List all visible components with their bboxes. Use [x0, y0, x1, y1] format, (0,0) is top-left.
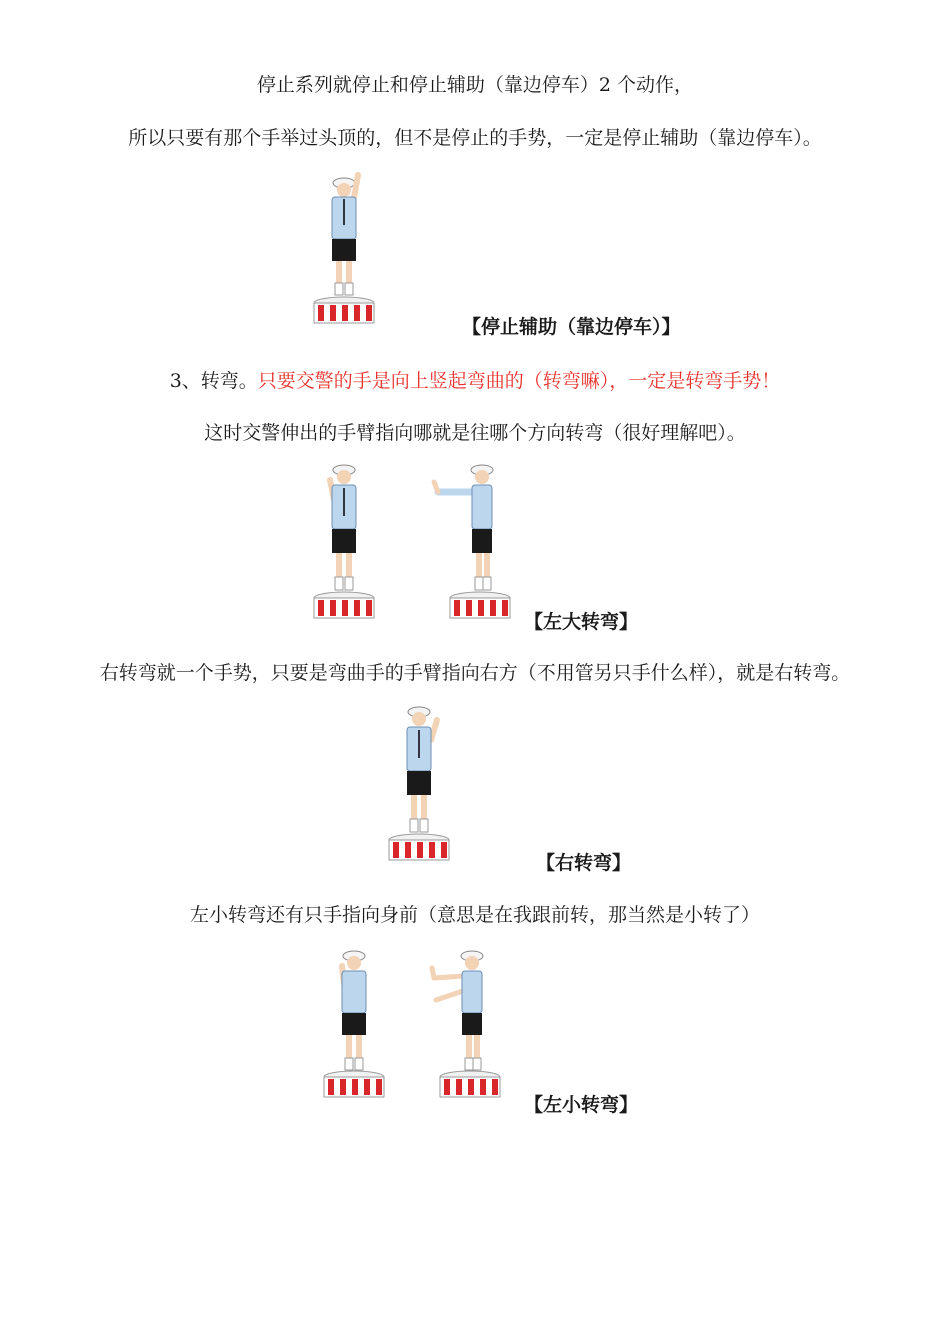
caption-left-big-turn: 【左大转弯】: [524, 611, 639, 633]
turn-explain: 这时交警伸出的手臂指向哪就是往哪个方向转弯（很好理解吧）。: [204, 422, 746, 444]
caption-right-turn: 【右转弯】: [536, 852, 632, 874]
figure-left-big-turn-front: [300, 458, 390, 628]
stop-line-1: 停止系列就停止和停止辅助（靠边停车）2 个动作，: [256, 74, 694, 96]
figure-left-small-turn-front: [308, 946, 398, 1106]
figure-left-small-turn-side: [422, 946, 512, 1106]
turn-heading-highlight: 只要交警的手是向上竖起弯曲的（转弯嘛），一定是转弯手势！: [257, 370, 781, 392]
figure-right-turn: [375, 700, 465, 870]
figure-left-big-turn-side: [430, 458, 520, 628]
caption-stop-assist: 【停止辅助（靠边停车）】: [462, 316, 681, 338]
caption-left-small-turn: 【左小转弯】: [524, 1094, 639, 1116]
turn-heading: [0, 366, 950, 393]
stop-line-2: 所以只要有那个手举过头顶的，但不是停止的手势，一定是停止辅助（靠边停车）。: [128, 127, 822, 149]
turn-heading-prefix: 3、转弯。: [169, 370, 258, 392]
figure-stop-assist: [300, 165, 390, 335]
right-turn-text: 右转弯就一个手势，只要是弯曲手的手臂指向右方（不用管另只手什么样），就是右转弯。: [99, 662, 851, 684]
left-small-turn-text: 左小转弯还有只手指向身前（意思是在我跟前转，那当然是小转了）: [189, 904, 760, 926]
